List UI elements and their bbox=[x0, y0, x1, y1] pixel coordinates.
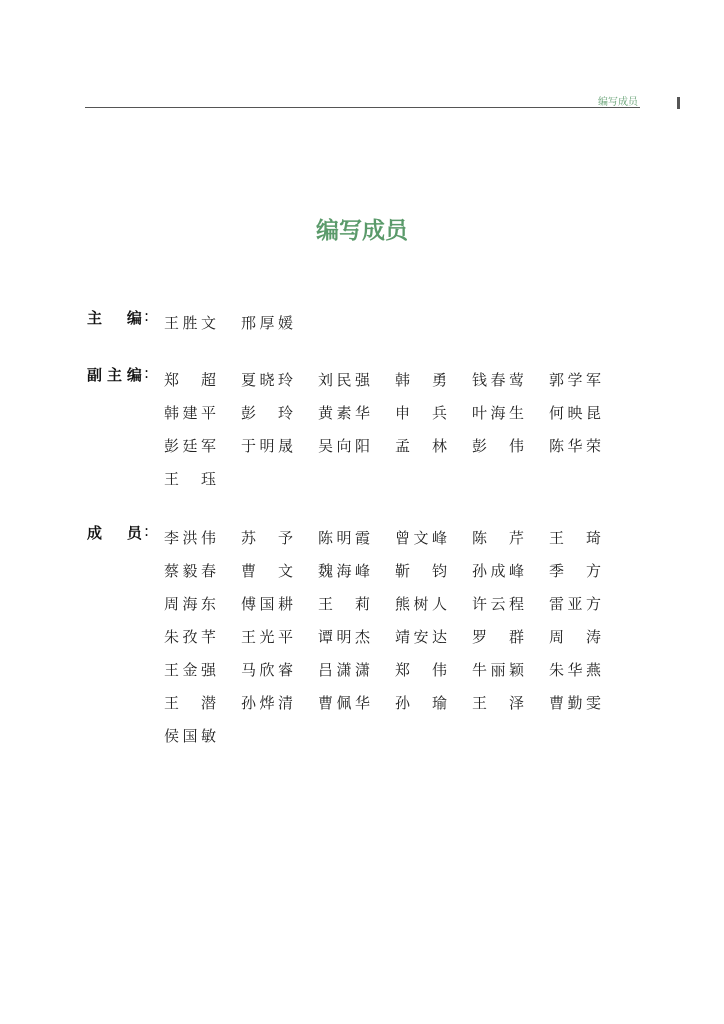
member-name: 靳 钧 bbox=[395, 562, 447, 580]
member-name: 吴 向 阳 bbox=[318, 437, 370, 455]
member-name: 王 光 平 bbox=[241, 628, 293, 646]
member-name: 黄 素 华 bbox=[318, 404, 370, 422]
label-colon: : bbox=[143, 364, 149, 382]
label-colon: : bbox=[143, 522, 149, 540]
member-name: 韩 建 平 bbox=[164, 404, 216, 422]
member-name: 于 明 晟 bbox=[241, 437, 293, 455]
member-name: 陈 华 荣 bbox=[549, 437, 601, 455]
member-name: 韩 勇 bbox=[395, 371, 447, 389]
member-name: 何 映 昆 bbox=[549, 404, 601, 422]
section-label bbox=[87, 364, 149, 385]
member-name: 王 潜 bbox=[164, 694, 216, 712]
member-name: 王 珏 bbox=[164, 470, 216, 488]
member-name: 曹 文 bbox=[241, 562, 293, 580]
member-name: 孟 林 bbox=[395, 437, 447, 455]
member-name: 熊 树 人 bbox=[395, 595, 447, 613]
member-name: 钱 春 莺 bbox=[472, 371, 524, 389]
label-text: 主 编 bbox=[87, 309, 142, 327]
member-name: 周 海 东 bbox=[164, 595, 216, 613]
member-name: 王 胜 文 bbox=[164, 314, 216, 332]
member-name: 曹 勤 雯 bbox=[549, 694, 601, 712]
member-name: 季 方 bbox=[549, 562, 601, 580]
member-name: 郭 学 军 bbox=[549, 371, 601, 389]
label-text: 成 员 bbox=[87, 524, 142, 542]
member-name: 陈 明 霞 bbox=[318, 529, 370, 547]
page-title: 编写成员 bbox=[316, 218, 408, 244]
running-head: 编写成员 bbox=[598, 97, 638, 108]
member-name: 王 莉 bbox=[318, 595, 370, 613]
name-grid bbox=[164, 364, 634, 496]
label-colon: : bbox=[143, 307, 149, 325]
member-name: 彭 玲 bbox=[241, 404, 293, 422]
member-name: 许 云 程 bbox=[472, 595, 524, 613]
section-label bbox=[87, 307, 149, 328]
label-text: 副 主 编 bbox=[87, 366, 142, 384]
member-name: 侯 国 敏 bbox=[164, 727, 216, 745]
member-name: 马 欣 睿 bbox=[241, 661, 293, 679]
member-name: 谭 明 杰 bbox=[318, 628, 370, 646]
section-label bbox=[87, 522, 149, 543]
member-name: 叶 海 生 bbox=[472, 404, 524, 422]
member-name: 王 泽 bbox=[472, 694, 524, 712]
member-name: 蔡 毅 春 bbox=[164, 562, 216, 580]
member-name: 朱 孜 芊 bbox=[164, 628, 216, 646]
member-name: 罗 群 bbox=[472, 628, 524, 646]
member-name: 陈 芹 bbox=[472, 529, 524, 547]
member-name: 李 洪 伟 bbox=[164, 529, 216, 547]
member-name: 郑 伟 bbox=[395, 661, 447, 679]
member-name: 苏 予 bbox=[241, 529, 293, 547]
header-rule bbox=[85, 107, 640, 108]
member-name: 夏 晓 玲 bbox=[241, 371, 293, 389]
member-name: 周 涛 bbox=[549, 628, 601, 646]
member-name: 刘 民 强 bbox=[318, 371, 370, 389]
member-name: 朱 华 燕 bbox=[549, 661, 601, 679]
member-name: 魏 海 峰 bbox=[318, 562, 370, 580]
name-grid bbox=[164, 522, 634, 753]
member-name: 吕 潇 潇 bbox=[318, 661, 370, 679]
member-name: 彭 伟 bbox=[472, 437, 524, 455]
member-name: 傅 国 耕 bbox=[241, 595, 293, 613]
member-name: 邢 厚 媛 bbox=[241, 314, 293, 332]
member-name: 曹 佩 华 bbox=[318, 694, 370, 712]
member-name: 靖 安 达 bbox=[395, 628, 447, 646]
member-name: 彭 廷 军 bbox=[164, 437, 216, 455]
member-name: 曾 文 峰 bbox=[395, 529, 447, 547]
member-name: 郑 超 bbox=[164, 371, 216, 389]
member-name: 孙 烨 清 bbox=[241, 694, 293, 712]
member-name: 孙 瑜 bbox=[395, 694, 447, 712]
member-name: 王 金 强 bbox=[164, 661, 216, 679]
member-name: 雷 亚 方 bbox=[549, 595, 601, 613]
name-grid bbox=[164, 307, 634, 340]
member-name: 申 兵 bbox=[395, 404, 447, 422]
member-name: 王 琦 bbox=[549, 529, 601, 547]
member-name: 孙 成 峰 bbox=[472, 562, 524, 580]
page-edge-mark bbox=[677, 97, 680, 109]
member-name: 牛 丽 颖 bbox=[472, 661, 524, 679]
